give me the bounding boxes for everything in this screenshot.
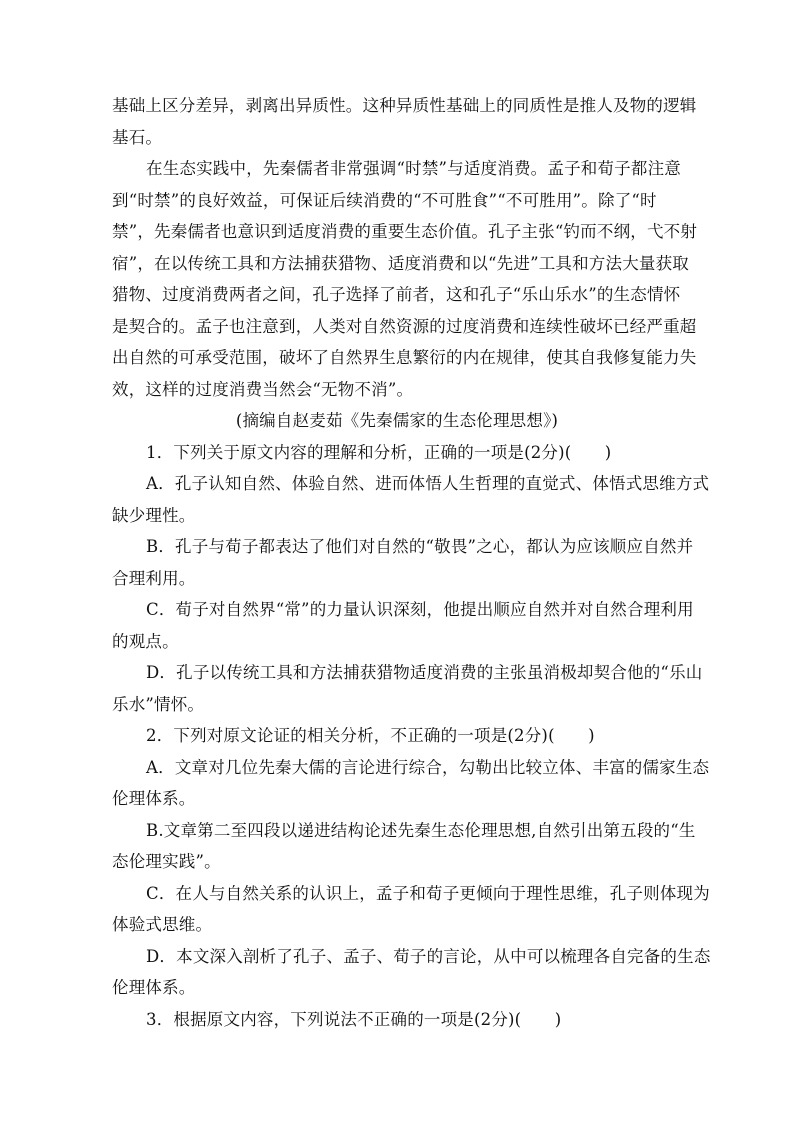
paragraph-2-line-1: 在生态实践中，先秦儒者非常强调“时禁”与适度消费。孟子和荀子都注意: [146, 159, 681, 178]
question-2-option-a-line-1: A．文章对几位先秦大儒的言论进行综合，勾勒出比较立体、丰富的儒家生态: [146, 758, 710, 777]
question-2-option-d-line-2: 伦理体系。: [112, 978, 196, 997]
question-2-stem: 2．下列对原文论证的相关分析，不正确的一项是(2分)( ): [146, 726, 595, 745]
question-1-stem: 1．下列关于原文内容的理解和分析，正确的一项是(2分)( ): [146, 443, 612, 462]
question-2-option-c-line-1: C．在人与自然关系的认识上，孟子和荀子更倾向于理性思维，孔子则体现为: [146, 884, 710, 903]
paragraph-2-line-8: 效，这样的过度消费当然会“无物不消”。: [112, 380, 414, 399]
paragraph-2-line-5: 猎物、过度消费两者之间，孔子选择了前者，这和孔子“乐山乐水”的生态情怀: [112, 285, 681, 304]
question-1-option-d-line-1: D．孔子以传统工具和方法捕获猎物适度消费的主张虽消极却契合他的“乐山: [146, 663, 703, 682]
question-1-option-c-line-2: 的观点。: [112, 632, 179, 651]
paragraph-1-line-2: 基石。: [112, 128, 163, 147]
paragraph-1-line-1: 基础上区分差异，剥离出异质性。这种异质性基础上的同质性是推人及物的逻辑: [112, 96, 697, 115]
question-2-option-a-line-2: 伦理体系。: [112, 789, 196, 808]
question-2-option-b-line-1: B.文章第二至四段以递进结构论述先秦生态伦理思想,自然引出第五段的“生: [146, 821, 696, 840]
paragraph-2-line-7: 出自然的可承受范围，破坏了自然界生息繁衍的内在规律，使其自我修复能力失: [112, 348, 697, 367]
question-1-option-b-line-2: 合理利用。: [112, 569, 196, 588]
question-3-stem: 3．根据原文内容，下列说法不正确的一项是(2分)( ): [146, 1010, 562, 1029]
question-1-option-a-line-1: A．孔子认知自然、体验自然、进而体悟人生哲理的直觉式、体悟式思维方式: [146, 474, 710, 493]
paragraph-2-line-6: 是契合的。孟子也注意到，人类对自然资源的过度消费和连续性破坏已经严重超: [112, 317, 697, 336]
question-1-option-b-line-1: B．孔子与荀子都表达了他们对自然的“敬畏”之心，都认为应该顺应自然并: [146, 537, 694, 556]
question-1-option-d-line-2: 乐水”情怀。: [112, 695, 205, 714]
paragraph-2-line-4: 宿”，在以传统工具和方法捕获猎物、适度消费和以“先进”工具和方法大量获取: [112, 254, 690, 273]
question-2-option-c-line-2: 体验式思维。: [112, 915, 213, 934]
question-2-option-d-line-1: D．本文深入剖析了孔子、孟子、荀子的言论，从中可以梳理各自完备的生态: [146, 947, 711, 966]
paragraph-2-line-3: 禁”，先秦儒者也意识到适度消费的重要生态价值。孔子主张“钓而不纲，弋不射: [112, 222, 698, 241]
question-1-option-a-line-2: 缺少理性。: [112, 506, 196, 525]
paragraph-2-line-2: 到“时禁”的良好效益，可保证后续消费的“不可胜食”“不可胜用”。除了“时: [112, 191, 657, 210]
question-2-option-b-line-2: 态伦理实践”。: [112, 852, 221, 871]
question-1-option-c-line-1: C．荀子对自然界“常”的力量认识深刻，他提出顺应自然并对自然合理利用: [146, 600, 694, 619]
source-citation: (摘编自赵麦茹《先秦儒家的生态伦理思想》): [235, 411, 559, 430]
